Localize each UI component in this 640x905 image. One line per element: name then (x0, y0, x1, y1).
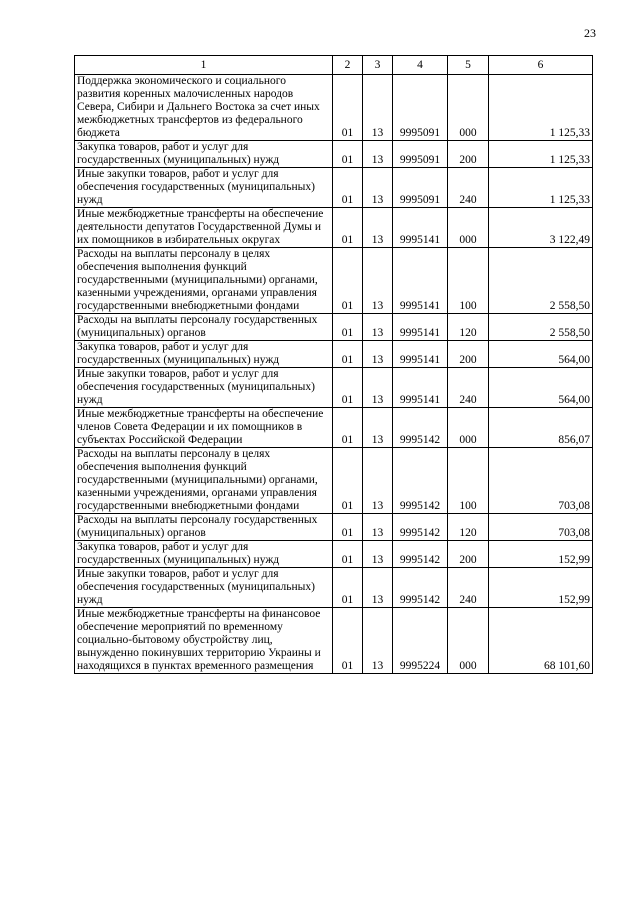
row-value-cell-c2: 01 (333, 141, 363, 168)
table-row (75, 208, 593, 248)
row-value-cell-c3: 13 (363, 341, 393, 368)
row-value-cell-c4: 9995142 (393, 448, 448, 514)
row-value-cell-c3: 13 (363, 448, 393, 514)
row-name-cell: Иные межбюджетные трансферты на финансовое обеспечение мероприятий по временному социально-бытовому обустройству лиц, вынужденно покинувших территорию Украины и находящихся в пунктах временного размещения (75, 608, 333, 674)
row-value-cell-c2: 01 (333, 248, 363, 314)
row-value-cell-c2: 01 (333, 75, 363, 141)
column-header: 4 (393, 56, 448, 75)
row-value-cell-c4: 9995141 (393, 368, 448, 408)
row-value-cell-c2: 01 (333, 368, 363, 408)
row-name-cell: Закупка товаров, работ и услуг для государственных (муниципальных) нужд (75, 141, 333, 168)
row-name-cell: Иные закупки товаров, работ и услуг для обеспечения государственных (муниципальных) нужд (75, 368, 333, 408)
row-value-cell-c4: 9995141 (393, 208, 448, 248)
row-value-cell-c4: 9995224 (393, 608, 448, 674)
row-value-cell-c4: 9995141 (393, 248, 448, 314)
row-value-cell-c3: 13 (363, 608, 393, 674)
row-value-cell-c6: 2 558,50 (489, 314, 593, 341)
row-value-cell-c2: 01 (333, 341, 363, 368)
row-value-cell-c4: 9995091 (393, 141, 448, 168)
column-header: 6 (489, 56, 593, 75)
table-row (75, 75, 593, 141)
row-value-cell-c5: 100 (448, 448, 489, 514)
table-row (75, 541, 593, 568)
row-value-cell-c4: 9995142 (393, 514, 448, 541)
table-row (75, 448, 593, 514)
row-value-cell-c6: 1 125,33 (489, 75, 593, 141)
row-value-cell-c6: 856,07 (489, 408, 593, 448)
row-value-cell-c6: 703,08 (489, 514, 593, 541)
table-header-row (75, 56, 593, 75)
row-name-cell: Иные межбюджетные трансферты на обеспечение деятельности депутатов Государственной Думы и их помощников в избирательных округах (75, 208, 333, 248)
table-row (75, 141, 593, 168)
budget-table (74, 55, 593, 674)
row-value-cell-c3: 13 (363, 208, 393, 248)
row-value-cell-c3: 13 (363, 541, 393, 568)
row-value-cell-c3: 13 (363, 408, 393, 448)
row-value-cell-c5: 240 (448, 168, 489, 208)
table-row (75, 408, 593, 448)
row-value-cell-c4: 9995091 (393, 75, 448, 141)
row-value-cell-c5: 240 (448, 568, 489, 608)
row-value-cell-c5: 000 (448, 208, 489, 248)
row-value-cell-c2: 01 (333, 408, 363, 448)
row-value-cell-c5: 000 (448, 75, 489, 141)
row-value-cell-c3: 13 (363, 248, 393, 314)
table-row (75, 341, 593, 368)
row-value-cell-c4: 9995091 (393, 168, 448, 208)
row-value-cell-c2: 01 (333, 608, 363, 674)
row-value-cell-c6: 1 125,33 (489, 168, 593, 208)
row-value-cell-c3: 13 (363, 314, 393, 341)
row-value-cell-c2: 01 (333, 208, 363, 248)
row-value-cell-c4: 9995142 (393, 408, 448, 448)
row-value-cell-c5: 200 (448, 541, 489, 568)
row-value-cell-c4: 9995141 (393, 341, 448, 368)
row-value-cell-c6: 152,99 (489, 541, 593, 568)
row-value-cell-c6: 152,99 (489, 568, 593, 608)
row-value-cell-c5: 000 (448, 608, 489, 674)
row-value-cell-c2: 01 (333, 168, 363, 208)
row-name-cell: Иные закупки товаров, работ и услуг для обеспечения государственных (муниципальных) нужд (75, 168, 333, 208)
column-header: 1 (75, 56, 333, 75)
row-name-cell: Расходы на выплаты персоналу государственных (муниципальных) органов (75, 314, 333, 341)
row-name-cell: Иные межбюджетные трансферты на обеспечение членов Совета Федерации и их помощников в субъектах Российской Федерации (75, 408, 333, 448)
row-value-cell-c3: 13 (363, 75, 393, 141)
row-value-cell-c5: 100 (448, 248, 489, 314)
row-value-cell-c4: 9995142 (393, 541, 448, 568)
column-header: 5 (448, 56, 489, 75)
row-name-cell: Иные закупки товаров, работ и услуг для обеспечения государственных (муниципальных) нужд (75, 568, 333, 608)
row-value-cell-c3: 13 (363, 168, 393, 208)
row-value-cell-c6: 1 125,33 (489, 141, 593, 168)
row-value-cell-c3: 13 (363, 141, 393, 168)
row-value-cell-c5: 120 (448, 314, 489, 341)
row-value-cell-c2: 01 (333, 541, 363, 568)
row-name-cell: Расходы на выплаты персоналу в целях обеспечения выполнения функций государственными (муниципальными) органами, казенными учреждениями, органами управления государственными внебюджетными фондами (75, 248, 333, 314)
row-value-cell-c2: 01 (333, 568, 363, 608)
column-header: 3 (363, 56, 393, 75)
row-value-cell-c5: 240 (448, 368, 489, 408)
row-name-cell: Поддержка экономического и социального развития коренных малочисленных народов Севера, Сибири и Дальнего Востока за счет иных межбюджетных трансфертов из федерального бюджета (75, 75, 333, 141)
row-value-cell-c2: 01 (333, 448, 363, 514)
row-value-cell-c5: 120 (448, 514, 489, 541)
row-value-cell-c3: 13 (363, 368, 393, 408)
table-row (75, 248, 593, 314)
row-value-cell-c3: 13 (363, 568, 393, 608)
table-row (75, 514, 593, 541)
table-row (75, 314, 593, 341)
column-header: 2 (333, 56, 363, 75)
row-value-cell-c5: 200 (448, 141, 489, 168)
row-name-cell: Расходы на выплаты персоналу государственных (муниципальных) органов (75, 514, 333, 541)
row-value-cell-c3: 13 (363, 514, 393, 541)
row-value-cell-c5: 000 (448, 408, 489, 448)
row-name-cell: Закупка товаров, работ и услуг для государственных (муниципальных) нужд (75, 341, 333, 368)
row-value-cell-c2: 01 (333, 514, 363, 541)
table-body (75, 75, 593, 674)
row-value-cell-c6: 68 101,60 (489, 608, 593, 674)
row-value-cell-c6: 564,00 (489, 368, 593, 408)
page-number: 23 (584, 26, 596, 40)
row-name-cell: Расходы на выплаты персоналу в целях обеспечения выполнения функций государственными (муниципальными) органами, казенными учреждениями, органами управления государственными внебюджетными фондами (75, 448, 333, 514)
row-value-cell-c6: 703,08 (489, 448, 593, 514)
table-row (75, 368, 593, 408)
row-name-cell: Закупка товаров, работ и услуг для государственных (муниципальных) нужд (75, 541, 333, 568)
row-value-cell-c4: 9995142 (393, 568, 448, 608)
row-value-cell-c6: 2 558,50 (489, 248, 593, 314)
table-row (75, 608, 593, 674)
table-row (75, 168, 593, 208)
row-value-cell-c4: 9995141 (393, 314, 448, 341)
row-value-cell-c6: 564,00 (489, 341, 593, 368)
row-value-cell-c2: 01 (333, 314, 363, 341)
row-value-cell-c5: 200 (448, 341, 489, 368)
table-row (75, 568, 593, 608)
row-value-cell-c6: 3 122,49 (489, 208, 593, 248)
